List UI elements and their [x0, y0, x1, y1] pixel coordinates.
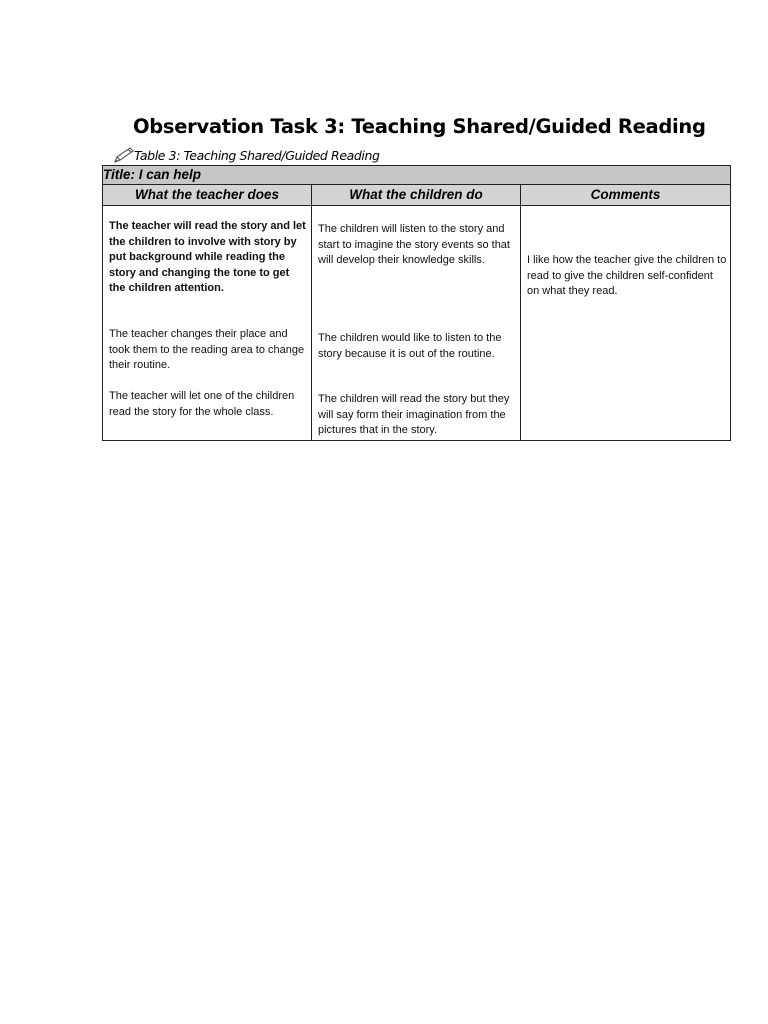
teacher-note-3: The teacher will let one of the children read the story for the whole class.: [109, 390, 295, 418]
table-caption: [112, 145, 380, 165]
children-cell: [312, 206, 521, 441]
header-comments: Comments: [521, 185, 731, 206]
caption-text: Table 3: Teaching Shared/Guided Reading: [134, 147, 380, 163]
header-teacher: What the teacher does: [103, 185, 312, 206]
comments-cell: [521, 206, 731, 441]
comment-note-1: I like how the teacher give the children to read to give the children self-confident on what they read.: [527, 254, 727, 297]
teacher-note-2: The teacher changes their place and took them to the reading area to change their routine.: [109, 328, 305, 371]
children-note-3: The children will read the story but they will say form their imagination from the pictures that in the story.: [318, 393, 510, 436]
teacher-note-1: The teacher will read the story and let the children to involve with story by put background while reading the story and changing the tone to get the children attention.: [109, 220, 306, 294]
table-title: Title: I can help: [103, 166, 731, 185]
table-title-row: [103, 166, 731, 185]
header-children: What the children do: [312, 185, 521, 206]
pencil-icon: [112, 146, 136, 164]
document-title: Observation Task 3: Teaching Shared/Guided Reading: [133, 115, 706, 138]
children-note-1: The children will listen to the story and start to imagine the story events so that will develop their knowledge skills.: [318, 223, 510, 266]
observation-table: [102, 165, 731, 441]
children-note-2: The children would like to listen to the story because it is out of the routine.: [318, 332, 502, 360]
table-row: [103, 206, 731, 441]
teacher-cell: [103, 206, 312, 441]
table-header-row: [103, 185, 731, 206]
